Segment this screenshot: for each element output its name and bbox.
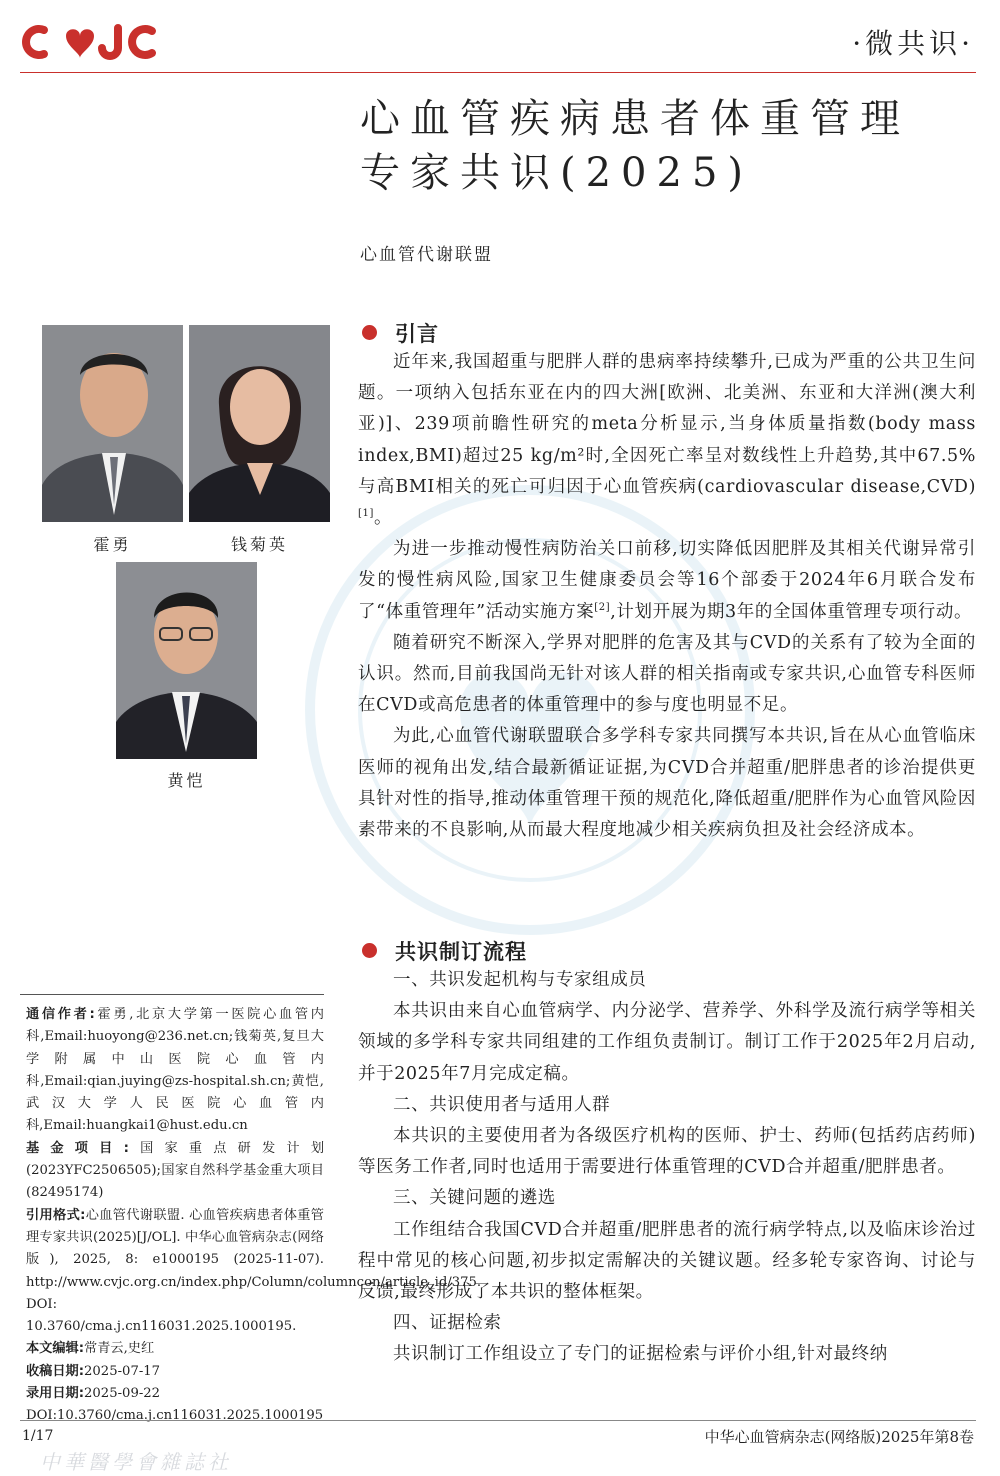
corresponding-author: 通信作者:霍勇,北京大学第一医院心血管内科,Email:huoyong@236.net.cn;钱菊英,复旦大学附属中山医院心血管内科,Email:qian.juying@zs-hospital.sh.cn;黄恺,武汉大学人民医院心血管内科,Email:huangkai1@hust.edu.cn [26, 1007, 324, 1134]
paragraph: 共识制订工作组设立了专门的证据检索与评价小组,针对最终纳 [393, 1344, 888, 1365]
bullet-dot-icon [362, 325, 377, 340]
portrait-icon [189, 325, 330, 522]
paragraph: 近年来,我国超重与肥胖人群的患病率持续攀升,已成为严重的公共卫生问题。一项纳入包括东亚在内的四大洲[欧洲、北美洲、东亚和大洋洲(澳大利亚)]、239项前瞻性研究的meta分析显示,当身体质量指数(body mass index,BMI)超过25 kg/m²时,全因死亡率呈对数线性上升趋势,其中67.5%与高BMI相关的死亡可归因于心血管疾病(cardiovascular disease,CVD)[1]。 [358, 352, 976, 529]
author-name-3: 黄恺 [167, 771, 206, 790]
subheading: 三、关键问题的遴选 [393, 1188, 556, 1209]
accepted-date: 录用日期:2025-09-22 [26, 1386, 161, 1402]
citation-ref[interactable]: [2] [594, 601, 611, 613]
title-line-2: 专家共识(2025) [360, 150, 754, 196]
subheading: 四、证据检索 [393, 1313, 502, 1334]
process-body [358, 965, 976, 1371]
title-line-1: 心血管疾病患者体重管理 [360, 96, 910, 142]
subheading: 二、共识使用者与适用人群 [393, 1094, 611, 1115]
doi[interactable]: DOI:10.3760/cma.j.cn116031.2025.1000195 [26, 1408, 324, 1424]
portrait-icon [116, 562, 257, 759]
journal-name: 中华心血管病杂志(网络版)2025年第8卷 [704, 1428, 974, 1446]
editor: 本文编辑:常青云,史红 [26, 1341, 155, 1357]
paragraph: 为进一步推动慢性病防治关口前移,切实降低因肥胖及其相关代谢异常引发的慢性病风险,国家卫生健康委员会等16个部委于2024年6月联合发布了“体重管理年”活动实施方案[2],计划开展为期3年的全国体重管理专项行动。 [358, 539, 976, 622]
section-heading-process: 共识制订流程 [362, 936, 527, 966]
header-divider [20, 72, 976, 73]
paragraph: 本共识的主要使用者为各级医疗机构的医师、护士、药师(包括药店药师)等医务工作者,同时也适用于需要进行体重管理的CVD合并超重/肥胖患者。 [358, 1126, 976, 1178]
author-photo-2 [189, 325, 330, 522]
intro-body [358, 347, 976, 846]
bullet-dot-icon [362, 943, 377, 958]
journal-logo [18, 22, 158, 62]
paragraph: 本共识由来自心血管病学、内分泌学、营养学、外科学及流行病学等相关领域的多学科专家共同组建的工作组负责制订。制订工作于2025年2月启动,并于2025年7月完成定稿。 [358, 1001, 976, 1084]
paragraph: 工作组结合我国CVD合并超重/肥胖患者的流行病学特点,以及临床诊治过程中常见的核心问题,初步拟定需解决的关键议题。经多轮专家咨询、讨论与反馈,最终形成了本共识的整体框架。 [358, 1219, 976, 1303]
citation-ref[interactable]: [1] [358, 508, 374, 520]
publisher-watermark: 中華醫學會雜誌社 [40, 1450, 232, 1474]
portrait-icon [42, 325, 183, 522]
footer-divider [20, 1420, 976, 1421]
author-photo-3 [116, 562, 257, 759]
author-photo-1 [42, 325, 183, 522]
section-heading-intro: 引言 [362, 318, 439, 348]
article-title [360, 92, 980, 200]
section-tag: ·微共识· [852, 27, 974, 60]
citation-format: 引用格式:心血管代谢联盟. 心血管疾病患者体重管理专家共识(2025)[J/OL]. 中华心血管病杂志(网络版), 2025, 8: e1000195 (2025-11-07). http://www.cvjc.org.cn/index.php/Column/columncon/article_id/375. DOI: 10.3760/cma.j.cn116031.2025.1000195. [26, 1207, 482, 1335]
page-number: 1/17 [22, 1428, 54, 1444]
paragraph: 为此,心血管代谢联盟联合多学科专家共同撰写本共识,旨在从心血管临床医师的视角出发,结合最新循证证据,为CVD合并超重/肥胖患者的诊治提供更具针对性的指导,推动体重管理干预的规范化,降低超重/肥胖作为心血管风险因素带来的不良影响,从而最大程度地减少相关疾病负担及社会经济成本。 [358, 726, 976, 841]
cvjc-logo-icon [18, 22, 158, 62]
author-name-2: 钱菊英 [230, 535, 288, 554]
info-divider [20, 994, 324, 995]
received-date: 收稿日期:2025-07-17 [26, 1363, 161, 1379]
author-name-1: 霍勇 [93, 535, 132, 554]
funding: 基金项目:国家重点研发计划(2023YFC2506505);国家自然科学基金重大项目(82495174) [26, 1140, 325, 1201]
author-group: 心血管代谢联盟 [360, 245, 493, 265]
subheading: 一、共识发起机构与专家组成员 [393, 970, 647, 990]
paragraph: 随着研究不断深入,学界对肥胖的危害及其与CVD的关系有了较为全面的认识。然而,目前我国尚无针对该人群的相关指南或专家共识,心血管专科医师在CVD或高危患者的体重管理中的参与度也明显不足。 [358, 632, 976, 716]
